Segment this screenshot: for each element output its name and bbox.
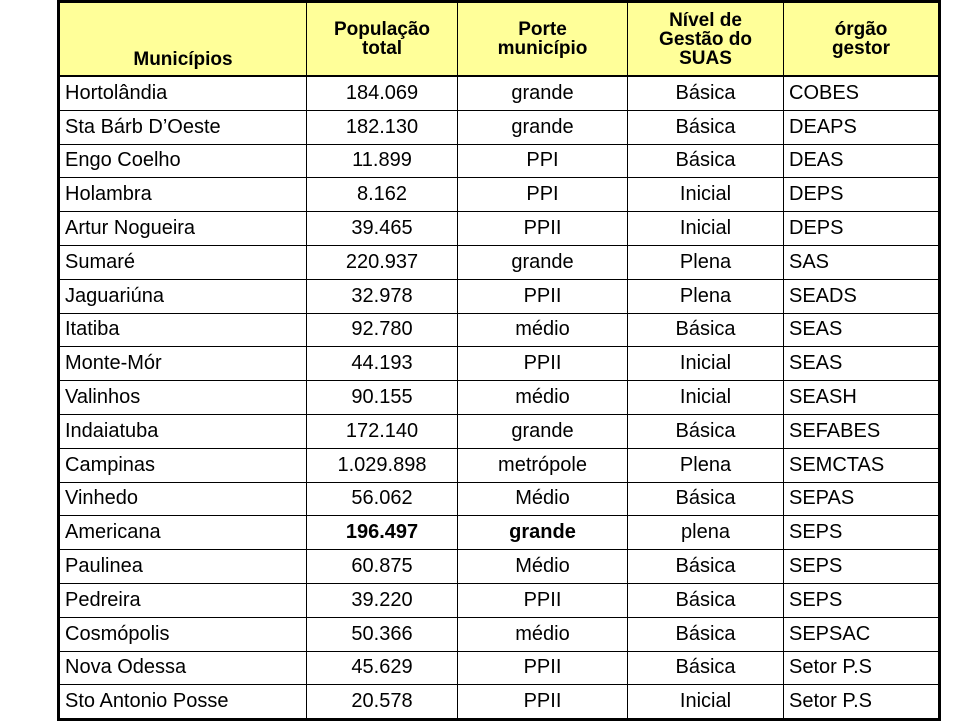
cell-porte: PPII	[458, 651, 628, 685]
cell-nivel-gestao: Básica	[628, 313, 784, 347]
cell-orgao-gestor: DEPS	[784, 212, 940, 246]
cell-nivel-gestao: Básica	[628, 482, 784, 516]
cell-nivel-gestao: Básica	[628, 651, 784, 685]
cell-orgao-gestor: SAS	[784, 245, 940, 279]
cell-municipio: Americana	[59, 516, 307, 550]
cell-municipio: Hortolândia	[59, 76, 307, 110]
cell-municipio: Engo Coelho	[59, 144, 307, 178]
header-orgao-gestor: órgão gestor	[784, 2, 940, 77]
cell-nivel-gestao: Inicial	[628, 347, 784, 381]
cell-populacao: 44.193	[307, 347, 458, 381]
cell-nivel-gestao: Inicial	[628, 212, 784, 246]
table-row	[59, 178, 940, 212]
cell-populacao: 1.029.898	[307, 448, 458, 482]
cell-populacao: 20.578	[307, 685, 458, 720]
table-row	[59, 76, 940, 110]
cell-orgao-gestor: SEPS	[784, 516, 940, 550]
cell-municipio: Holambra	[59, 178, 307, 212]
cell-populacao: 172.140	[307, 414, 458, 448]
cell-nivel-gestao: Básica	[628, 414, 784, 448]
cell-orgao-gestor: SEASH	[784, 381, 940, 415]
cell-orgao-gestor: SEMCTAS	[784, 448, 940, 482]
cell-populacao: 50.366	[307, 617, 458, 651]
table-row	[59, 313, 940, 347]
municipalities-table	[57, 0, 941, 721]
cell-nivel-gestao: Plena	[628, 279, 784, 313]
table-row	[59, 516, 940, 550]
cell-porte: PPI	[458, 178, 628, 212]
cell-porte: PPII	[458, 212, 628, 246]
table-row	[59, 448, 940, 482]
table-row	[59, 651, 940, 685]
cell-porte: médio	[458, 381, 628, 415]
cell-nivel-gestao: Plena	[628, 448, 784, 482]
cell-populacao: 39.465	[307, 212, 458, 246]
cell-municipio: Artur Nogueira	[59, 212, 307, 246]
table-row	[59, 212, 940, 246]
table-body	[59, 76, 940, 720]
header-populacao-total: População total	[307, 2, 458, 77]
cell-municipio: Pedreira	[59, 583, 307, 617]
cell-nivel-gestao: Plena	[628, 245, 784, 279]
cell-municipio: Monte-Mór	[59, 347, 307, 381]
cell-populacao: 60.875	[307, 550, 458, 584]
cell-orgao-gestor: SEFABES	[784, 414, 940, 448]
cell-orgao-gestor: SEPS	[784, 583, 940, 617]
cell-municipio: Itatiba	[59, 313, 307, 347]
cell-populacao: 11.899	[307, 144, 458, 178]
cell-municipio: Nova Odessa	[59, 651, 307, 685]
cell-porte: grande	[458, 245, 628, 279]
table-row	[59, 685, 940, 720]
cell-nivel-gestao: Inicial	[628, 381, 784, 415]
cell-orgao-gestor: Setor P.S	[784, 685, 940, 720]
table-row	[59, 583, 940, 617]
cell-populacao: 45.629	[307, 651, 458, 685]
cell-porte: PPII	[458, 583, 628, 617]
cell-orgao-gestor: SEPSAC	[784, 617, 940, 651]
cell-populacao: 56.062	[307, 482, 458, 516]
header-nivel-gestao: Nível de Gestão do SUAS	[628, 2, 784, 77]
cell-nivel-gestao: Básica	[628, 76, 784, 110]
cell-populacao: 182.130	[307, 110, 458, 144]
header-porte-municipio: Porte município	[458, 2, 628, 77]
cell-nivel-gestao: Básica	[628, 110, 784, 144]
cell-orgao-gestor: SEAS	[784, 313, 940, 347]
cell-populacao: 92.780	[307, 313, 458, 347]
cell-porte: médio	[458, 313, 628, 347]
table-row	[59, 381, 940, 415]
cell-porte: grande	[458, 110, 628, 144]
cell-populacao: 196.497	[307, 516, 458, 550]
cell-porte: grande	[458, 414, 628, 448]
cell-nivel-gestao: plena	[628, 516, 784, 550]
cell-porte: PPII	[458, 685, 628, 720]
cell-nivel-gestao: Básica	[628, 550, 784, 584]
cell-municipio: Sto Antonio Posse	[59, 685, 307, 720]
cell-municipio: Paulinea	[59, 550, 307, 584]
cell-municipio: Valinhos	[59, 381, 307, 415]
header-row	[59, 2, 940, 77]
cell-municipio: Campinas	[59, 448, 307, 482]
table-row	[59, 347, 940, 381]
cell-porte: grande	[458, 516, 628, 550]
cell-populacao: 32.978	[307, 279, 458, 313]
cell-orgao-gestor: DEAPS	[784, 110, 940, 144]
cell-municipio: Sta Bárb D’Oeste	[59, 110, 307, 144]
header-municipios: Municípios	[59, 2, 307, 77]
cell-municipio: Jaguariúna	[59, 279, 307, 313]
cell-populacao: 90.155	[307, 381, 458, 415]
cell-municipio: Cosmópolis	[59, 617, 307, 651]
cell-nivel-gestao: Básica	[628, 583, 784, 617]
cell-orgao-gestor: COBES	[784, 76, 940, 110]
cell-orgao-gestor: SEPS	[784, 550, 940, 584]
table-row	[59, 550, 940, 584]
cell-municipio: Vinhedo	[59, 482, 307, 516]
cell-populacao: 39.220	[307, 583, 458, 617]
cell-porte: Médio	[458, 482, 628, 516]
cell-nivel-gestao: Inicial	[628, 178, 784, 212]
cell-municipio: Sumaré	[59, 245, 307, 279]
cell-orgao-gestor: SEPAS	[784, 482, 940, 516]
cell-orgao-gestor: SEADS	[784, 279, 940, 313]
cell-porte: metrópole	[458, 448, 628, 482]
cell-nivel-gestao: Inicial	[628, 685, 784, 720]
cell-nivel-gestao: Básica	[628, 144, 784, 178]
cell-orgao-gestor: SEAS	[784, 347, 940, 381]
cell-porte: PPI	[458, 144, 628, 178]
table-row	[59, 110, 940, 144]
cell-nivel-gestao: Básica	[628, 617, 784, 651]
cell-municipio: Indaiatuba	[59, 414, 307, 448]
table-row	[59, 279, 940, 313]
table-row	[59, 482, 940, 516]
table-row	[59, 245, 940, 279]
cell-populacao: 220.937	[307, 245, 458, 279]
cell-porte: PPII	[458, 279, 628, 313]
cell-porte: Médio	[458, 550, 628, 584]
table-row	[59, 617, 940, 651]
cell-populacao: 184.069	[307, 76, 458, 110]
cell-porte: médio	[458, 617, 628, 651]
cell-populacao: 8.162	[307, 178, 458, 212]
table-row	[59, 144, 940, 178]
cell-orgao-gestor: DEPS	[784, 178, 940, 212]
cell-orgao-gestor: Setor P.S	[784, 651, 940, 685]
cell-porte: grande	[458, 76, 628, 110]
cell-porte: PPII	[458, 347, 628, 381]
table-row	[59, 414, 940, 448]
cell-orgao-gestor: DEAS	[784, 144, 940, 178]
